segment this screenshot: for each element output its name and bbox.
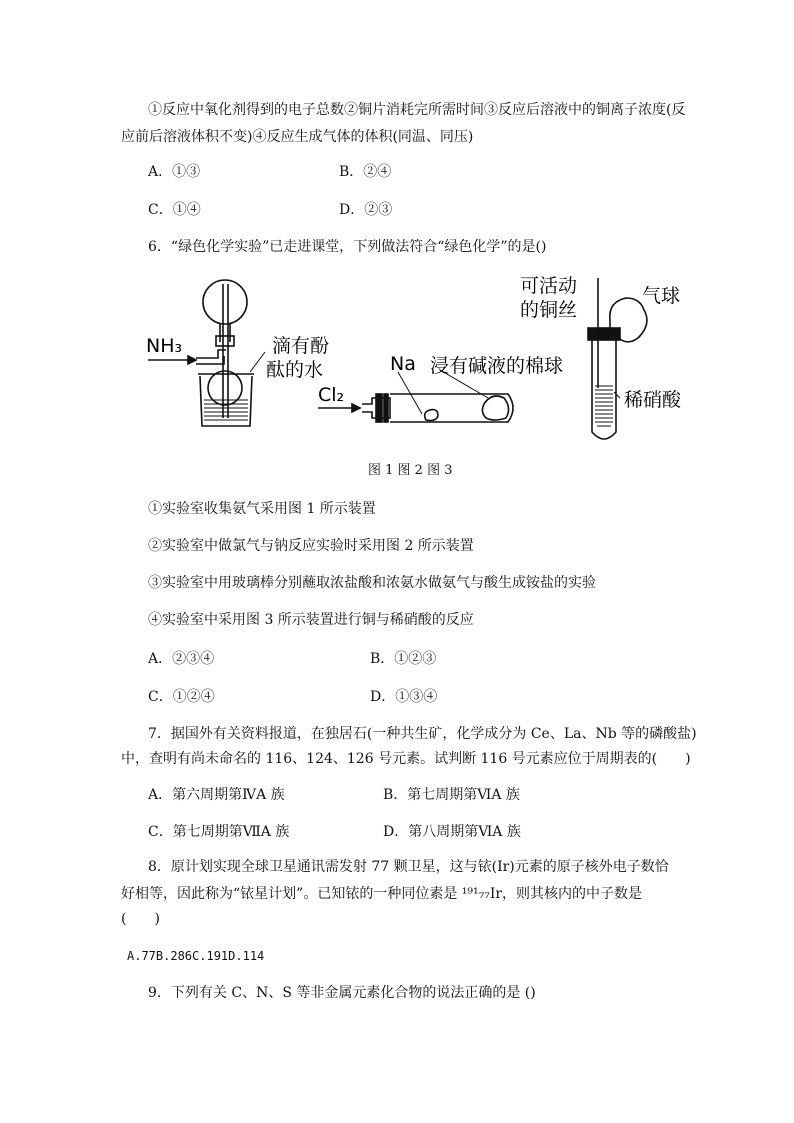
fig1-gas-label: NH₃: [146, 335, 183, 357]
fig3-balloon-label: 气球: [642, 285, 681, 307]
fig2-na-pointer: [398, 372, 422, 414]
fig2-cotton-label: 浸有碱液的棉球: [430, 355, 564, 377]
q5-option-b: B．②④: [339, 164, 392, 180]
q8-line-3: ( ): [121, 911, 160, 927]
q6-item-4: ④实验室中采用图 3 所示装置进行铜与稀硝酸的反应: [148, 612, 474, 628]
q6-item-1: ①实验室收集氨气采用图 1 所示装置: [148, 501, 376, 517]
q5-items-line1: ①反应中氧化剂得到的电子总数②铜片消耗完所需时间③反应后溶液中的铜离子浓度(反: [148, 102, 686, 118]
q8-line-1: 8．原计划实现全球卫星通讯需发射 77 颗卫星，这与铱(Ir)元素的原子核外电子数恰: [148, 859, 669, 875]
fig3-label-line1: 可活动: [520, 275, 578, 297]
q6-apparatus-figure: [140, 268, 700, 448]
q6-option-d: D．①③④: [370, 689, 438, 705]
q6-stem: 6．“绿色化学实验”已走进课堂，下列做法符合“绿色化学”的是(): [148, 239, 547, 255]
fig3-acid-label: 稀硝酸: [624, 389, 682, 411]
figure-2-tube: [362, 394, 513, 422]
q8-line-2: 好相等，因此称为“铱星计划”。已知铱的一种同位素是 ¹⁹¹₇₇Ir，则其核内的中子数是: [121, 886, 643, 902]
q5-option-c: C．①④: [148, 202, 201, 218]
fig3-label-line2: 的铜丝: [520, 299, 578, 321]
q7-line-2: 中，查明有尚未命名的 116、124、126 号元素。试判断 116 号元素应位于周期表的( ): [121, 751, 691, 767]
q6-item-2: ②实验室中做氯气与钠反应实验时采用图 2 所示装置: [148, 538, 474, 554]
fig1-pointer: [250, 352, 265, 372]
fig2-na-label: Na: [390, 353, 416, 375]
q7-option-b: B．第七周期第ⅥA 族: [383, 787, 520, 803]
figure-1-arrow: [148, 356, 196, 364]
q5-option-a: A．①③: [148, 164, 201, 180]
q8-options: A.77B.286C.191D.114: [127, 949, 265, 963]
q6-option-a: A．②③④: [148, 651, 215, 667]
q6-figure-caption: 图 1 图 2 图 3: [368, 463, 453, 478]
q7-option-d: D．第八周期第ⅥA 族: [383, 824, 521, 840]
q6-option-b: B．①②③: [370, 651, 437, 667]
fig2-gas-label: Cl₂: [318, 384, 345, 406]
q6-item-3: ③实验室中用玻璃棒分别蘸取浓盐酸和浓氨水做氨气与酸生成铵盐的实验: [148, 575, 596, 591]
q7-option-a: A．第六周期第ⅣA 族: [148, 787, 285, 803]
q6-option-c: C．①②④: [148, 689, 215, 705]
q5-option-d: D．②③: [339, 202, 393, 218]
q7-option-c: C．第七周期第ⅦA 族: [148, 824, 290, 840]
q5-items-line2: 应前后溶液体积不变)④反应生成气体的体积(同温、同压): [121, 129, 474, 145]
q9-stem: 9．下列有关 C、N、S 等非金属元素化合物的说法正确的是 (): [148, 985, 536, 1001]
figure-3-test-tube: [588, 278, 647, 439]
fig1-label-line2: 酞的水: [266, 359, 324, 381]
fig1-label-line1: 滴有酚: [272, 335, 330, 357]
figure-1-water: [204, 400, 248, 420]
q7-line-1: 7．据国外有关资料报道，在独居石(一种共生矿，化学成分为 Ce、La、Nb 等的磷酸盐): [148, 726, 697, 742]
